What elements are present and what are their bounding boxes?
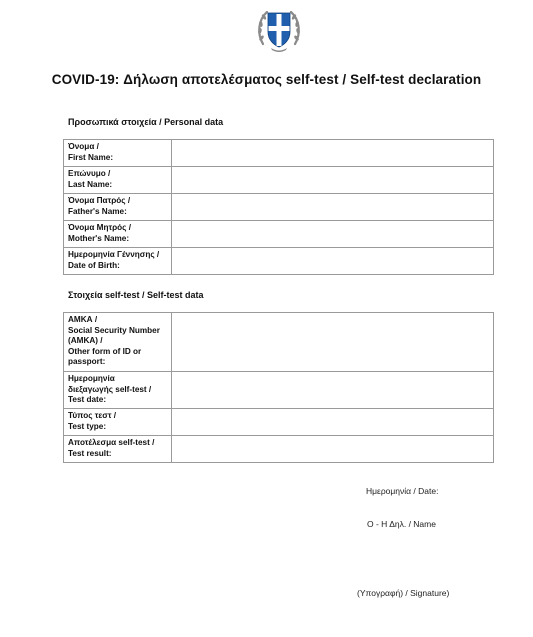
form-field-label: [64, 248, 172, 275]
form-field-value[interactable]: [172, 248, 494, 275]
form-field-label: [64, 194, 172, 221]
selftest-data-heading: Στοιχεία self-test / Self-test data: [68, 290, 204, 300]
form-field-value[interactable]: [172, 313, 494, 372]
personal-data-table: [63, 139, 494, 275]
form-row: [64, 140, 494, 167]
signature-label: (Υπογραφή) / Signature): [357, 588, 450, 598]
form-field-value[interactable]: [172, 194, 494, 221]
form-field-label-line: Test result:: [68, 448, 112, 458]
form-field-label-line: Social Security Number: [68, 325, 160, 335]
form-field-label-line: ΑΜΚΑ /: [68, 315, 98, 324]
form-field-value[interactable]: [172, 167, 494, 194]
form-field-label-line: Αποτέλεσμα self-test /: [68, 438, 155, 447]
selftest-data-table: [63, 312, 494, 463]
page-title: COVID-19: Δήλωση αποτελέσματος self-test / Self-test declaration: [51, 72, 482, 87]
date-label: Ημερομηνία / Date:: [366, 486, 439, 496]
form-field-label-line: Ημερομηνία Γέννησης /: [68, 250, 160, 259]
form-row: [64, 372, 494, 409]
personal-data-heading: Προσωπικά στοιχεία / Personal data: [68, 117, 224, 127]
form-field-label-line: Date of Birth:: [68, 260, 120, 270]
form-field-label-line: (AMKA) /: [68, 336, 103, 345]
form-row: [64, 248, 494, 275]
form-field-label-line: Father's Name:: [68, 206, 127, 216]
form-row: [64, 167, 494, 194]
form-field-label-line: Mother's Name:: [68, 233, 130, 243]
form-row: [64, 409, 494, 436]
form-row: [64, 194, 494, 221]
form-field-label-line: Ημερομηνία: [68, 374, 115, 383]
form-field-value[interactable]: [172, 372, 494, 409]
form-field-label: [64, 140, 172, 167]
form-field-label-line: Όνομα Πατρός /: [68, 196, 131, 205]
form-field-label-line: Τύπος τεστ /: [68, 411, 117, 420]
form-field-value[interactable]: [172, 436, 494, 463]
form-field-label-line: διεξαγωγής self-test /: [68, 384, 152, 394]
form-field-label-line: Όνομα Μητρός /: [68, 223, 131, 232]
form-row: [64, 436, 494, 463]
form-row: [64, 221, 494, 248]
form-field-label: [64, 221, 172, 248]
form-field-label-line: Όνομα /: [68, 142, 99, 151]
form-field-label-line: passport:: [68, 357, 106, 366]
form-field-label-line: Test type:: [68, 421, 107, 431]
form-field-value[interactable]: [172, 409, 494, 436]
form-field-label-line: Επώνυμο /: [68, 169, 111, 178]
form-row: [64, 313, 494, 372]
greek-coat-of-arms-icon: [253, 4, 305, 56]
form-field-label: [64, 436, 172, 463]
form-field-label: [64, 372, 172, 409]
name-label: Ο - Η Δηλ. / Name: [367, 519, 436, 529]
form-field-value[interactable]: [172, 140, 494, 167]
form-field-label-line: First Name:: [68, 152, 114, 162]
form-field-label: [64, 409, 172, 436]
form-field-label: [64, 167, 172, 194]
form-field-label-line: Test date:: [68, 395, 107, 404]
form-field-label: [64, 313, 172, 372]
form-field-label-line: Other form of ID or: [68, 346, 142, 356]
form-field-label-line: Last Name:: [68, 179, 113, 189]
form-field-value[interactable]: [172, 221, 494, 248]
